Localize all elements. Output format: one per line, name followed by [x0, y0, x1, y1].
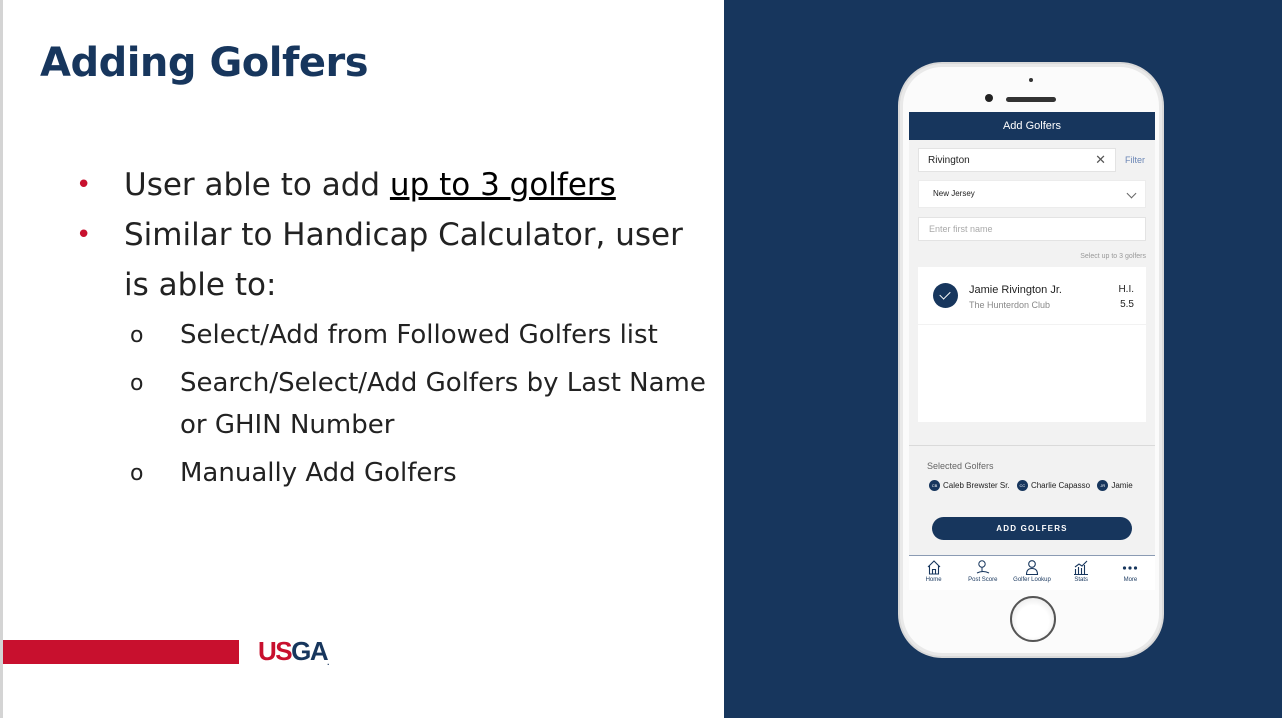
- filter-link[interactable]: Filter: [1125, 155, 1145, 165]
- sub-bullet-text: Select/Add from Followed Golfers list: [180, 320, 658, 350]
- more-dots-icon: [1121, 559, 1139, 576]
- select-hint: Select up to 3 golfers: [1080, 253, 1146, 260]
- golfer-result-row[interactable]: [918, 267, 1146, 324]
- divider: [909, 445, 1155, 446]
- state-select[interactable]: [918, 180, 1146, 208]
- home-icon: [926, 559, 942, 576]
- logo-us: US: [258, 636, 292, 666]
- app-screen: [909, 112, 1155, 590]
- bar-chart-icon: [1072, 559, 1090, 576]
- sub-bullet-list: [130, 314, 716, 494]
- tab-label: Post Score: [968, 577, 998, 583]
- tab-stats[interactable]: [1057, 556, 1106, 590]
- check-icon[interactable]: [933, 283, 958, 308]
- bullet-text: Similar to Handicap Calculator, user is able to:: [124, 217, 683, 303]
- add-golfers-button[interactable]: ADD GOLFERS: [932, 517, 1132, 540]
- tab-label: Golfer Lookup: [1013, 577, 1051, 583]
- camera-icon: [985, 94, 993, 102]
- avatar: CB: [929, 480, 940, 491]
- tab-label: Home: [925, 577, 942, 583]
- tab-more[interactable]: [1106, 556, 1155, 590]
- chip-name: Charlie Capasso: [1030, 481, 1091, 490]
- tab-home[interactable]: [909, 556, 958, 590]
- sub-bullet-marker: o: [130, 371, 144, 396]
- state-select-value: New Jersey: [933, 189, 975, 198]
- sensor-dot: [1029, 78, 1033, 82]
- speaker-grille: [1006, 97, 1056, 102]
- bullet-item: [76, 210, 716, 494]
- selected-golfers-chips: [929, 480, 1138, 491]
- avatar: CC: [1017, 480, 1028, 491]
- brand-bar: [3, 640, 239, 664]
- usga-logo: [258, 636, 329, 667]
- sub-bullet-text: Manually Add Golfers: [180, 458, 457, 488]
- bottom-tab-bar: [909, 555, 1155, 590]
- home-button[interactable]: [1010, 596, 1056, 642]
- app-header-title: Add Golfers: [909, 112, 1155, 140]
- bullet-list: [76, 160, 716, 500]
- handicap-index-label: H.I.: [1118, 284, 1134, 295]
- bullet-text: User able to add: [124, 167, 390, 203]
- golf-ball-tee-icon: [974, 559, 992, 576]
- chip-name: Jamie: [1111, 481, 1133, 490]
- selected-golfer-chip[interactable]: [1097, 480, 1132, 491]
- sub-bullet-marker: o: [130, 323, 144, 348]
- selected-golfer-chip[interactable]: [929, 480, 1010, 491]
- bullet-marker: •: [76, 220, 92, 250]
- first-name-field[interactable]: [918, 217, 1146, 241]
- handicap-index-value: 5.5: [1120, 299, 1134, 310]
- sub-bullet-marker: o: [130, 461, 144, 486]
- logo-mark: .: [327, 658, 330, 667]
- sub-bullet-text: Search/Select/Add Golfers by Last Name or GHIN Number: [180, 368, 706, 440]
- sub-bullet-item: [130, 452, 716, 494]
- close-icon[interactable]: ✕: [1095, 152, 1106, 167]
- logo-ga: GA: [291, 636, 328, 666]
- chip-name: Caleb Brewster Sr.: [943, 481, 1010, 490]
- golfer-club: The Hunterdon Club: [969, 300, 1051, 310]
- sub-bullet-item: [130, 362, 716, 446]
- tab-label: Stats: [1074, 577, 1089, 583]
- sub-bullet-item: [130, 314, 716, 356]
- tab-golfer-lookup[interactable]: [1007, 556, 1056, 590]
- bullet-marker: •: [76, 170, 92, 200]
- search-box[interactable]: [918, 148, 1116, 172]
- tab-label: More: [1123, 577, 1138, 583]
- avatar: JR: [1097, 480, 1108, 491]
- bullet-item: [76, 160, 716, 210]
- tab-post-score[interactable]: [958, 556, 1007, 590]
- bullet-emphasis: up to 3 golfers: [389, 167, 616, 203]
- user-icon: [1024, 559, 1040, 576]
- search-input[interactable]: [919, 149, 1089, 171]
- selected-golfer-chip[interactable]: [1017, 480, 1090, 491]
- slide-title: Adding Golfers: [40, 40, 369, 86]
- selected-golfers-label: Selected Golfers: [927, 461, 994, 471]
- results-list-empty: [918, 325, 1146, 422]
- chevron-down-icon: [1127, 189, 1137, 199]
- golfer-name: Jamie Rivington Jr.: [969, 284, 1062, 296]
